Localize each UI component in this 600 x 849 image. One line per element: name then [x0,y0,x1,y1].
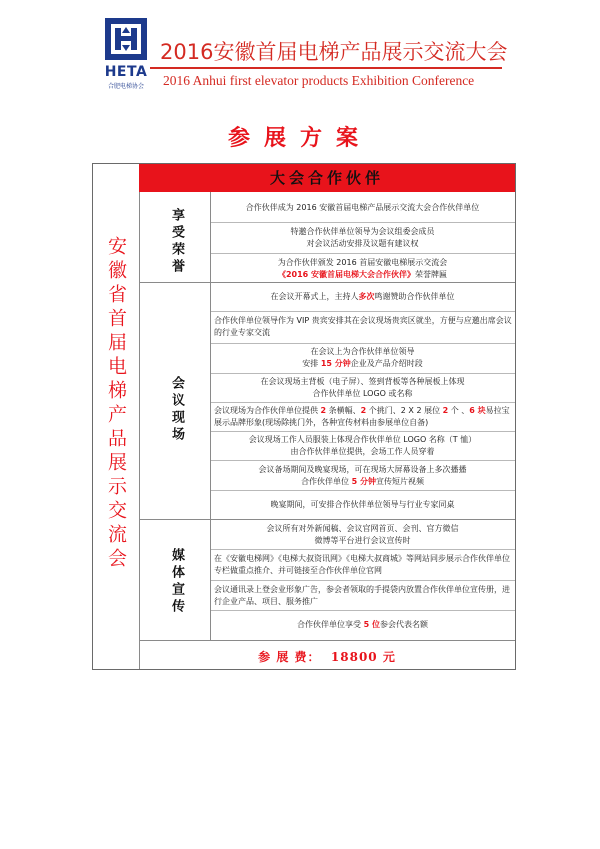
column-divider [139,164,140,669]
item-text: 条横幅、 [326,406,361,415]
logo-text: HETA [104,64,148,80]
plan-title: 参展方案 [227,125,372,151]
onsite-item: 合作伙伴单位领导作为 VIP 贵宾安排其在会议现场贵宾区就坐，方便与应邀出席会议的行业专家交流 [214,316,512,337]
row-divider [211,490,515,491]
row-divider [211,373,515,374]
onsite-item-line: 在会议上为合作伙伴单位领导 [310,347,415,356]
item-text: 在会议开幕式上，主持人 [270,292,359,301]
row-divider [211,610,515,611]
item-text: 安排 [302,359,321,368]
media-item-line: 会议所有对外新闻稿、会议官网首页、会刊、官方微信 [266,524,459,533]
fee-value: 18800 元 [330,650,396,664]
media-item [210,619,515,631]
onsite-item-line: 在会议现场主背板（电子屏）、签到背板等各种展板上体现 [260,377,465,386]
highlight: 2 [320,406,327,415]
honor-item-line: 对会议活动安排及议题有建议权 [306,239,419,248]
media-item: 在《安徽电梯网》《电梯大叔资讯网》《电梯大叔商城》等网站同步展示合作伙伴单位专栏做重点推介、并可链接至合作伙伴单位官网 [214,554,510,575]
row-divider [211,222,515,223]
item-text: 会议现场为合作伙伴单位提供 [214,406,321,415]
row-divider [211,402,515,403]
highlight: 5 分钟 [351,477,376,486]
row-divider [211,549,515,550]
highlight: 多次 [358,292,375,301]
item-text: 企业及产品介绍时段 [350,359,423,368]
logo-emblem-icon [105,18,147,60]
onsite-item [210,405,515,429]
onsite-item [210,291,515,303]
onsite-item-line: 会议备场期间及晚宴现场，可在现场大屏幕设备上多次播播 [258,465,467,474]
title-chinese: 2016安徽首届电梯产品展示交流大会 [160,40,508,64]
item-text: 宣传短片视频 [375,477,424,486]
item-text: 个 、 [448,406,470,415]
honor-item [210,257,515,281]
highlight: 2 [442,406,449,415]
row-divider [211,343,515,344]
item-text: 参会代表名额 [379,620,428,629]
honor-item-line: 为合作伙伴颁发 2016 首届安徽电梯展示交流会 [277,258,448,267]
media-item-line: 微博等平台进行会议宣传时 [314,536,411,545]
media-item: 会议通讯录上登会业形象广告，参会者领取的手提袋内放置合作伙伴单位宣传册，进行企业产品、项目、服务推广 [214,585,510,606]
fee-label: 参 展 费： [258,650,321,664]
onsite-item-line [210,476,515,488]
row-divider [211,253,515,254]
onsite-item [210,346,515,370]
highlight: 5 位 [363,620,380,629]
section-divider [139,640,515,641]
header-divider [150,67,502,69]
item-text: 鸣谢赞助合作伙伴单位 [374,292,455,301]
onsite-item: 晚宴期间，可安排合作伙伴单位领导与行业专家同桌 [270,500,455,509]
section-divider [139,282,515,283]
item-text: 易拉宝展示品牌形象(现场除挑门外，各种宣传材料由参展单位自备) [214,406,510,427]
item-text: 荣誉牌匾 [415,270,448,279]
participation-fee [139,648,515,665]
logo-subtext: 合肥电梯协会 [107,83,144,90]
category-honor: 享受荣誉 [169,208,184,276]
honor-item [210,226,515,250]
category-media: 媒体宣传 [169,548,184,616]
onsite-item-line [210,358,515,370]
onsite-item [210,464,515,488]
row-divider [211,431,515,432]
onsite-item-line: 由合作伙伴单位提供，会场工作人员穿着 [290,447,435,456]
banner-title: 大会合作伙伴 [269,169,384,187]
honor-item: 合作伙伴成为 2016 安徽首届电梯产品展示交流大会合作伙伴单位 [245,203,480,212]
section-divider [139,519,515,520]
item-text: 合作伙伴单位 [301,477,352,486]
onsite-item [210,376,515,400]
category-onsite: 会议现场 [169,376,184,444]
row-divider [211,580,515,581]
honor-item-line [210,269,515,281]
item-text: 个挑门、2 X 2 展位 [366,406,443,415]
side-title: 安徽省首届电梯产品展示交流会 [105,236,127,572]
title-english: 2016 Anhui first elevator products Exhibition Conference [163,73,475,88]
onsite-item-line: 会议现场工作人员服装上体现合作伙伴单位 LOGO 名称（T 恤） [248,435,477,444]
honor-item-line: 特邀合作伙伴单位领导为会议组委会成员 [290,227,435,236]
heta-logo [101,18,151,90]
row-divider [211,460,515,461]
highlight: 6 块 [469,406,486,415]
row-divider [211,311,515,312]
onsite-item [210,434,515,458]
onsite-item-line: 合作伙伴单位 LOGO 或名称 [312,389,413,398]
highlight: 2 [360,406,367,415]
highlight: 15 分钟 [320,359,351,368]
item-text: 合作伙伴单位享受 [297,620,364,629]
media-item [210,523,515,547]
highlight: 《2016 安徽首届电梯大会合作伙伴》 [277,270,416,279]
